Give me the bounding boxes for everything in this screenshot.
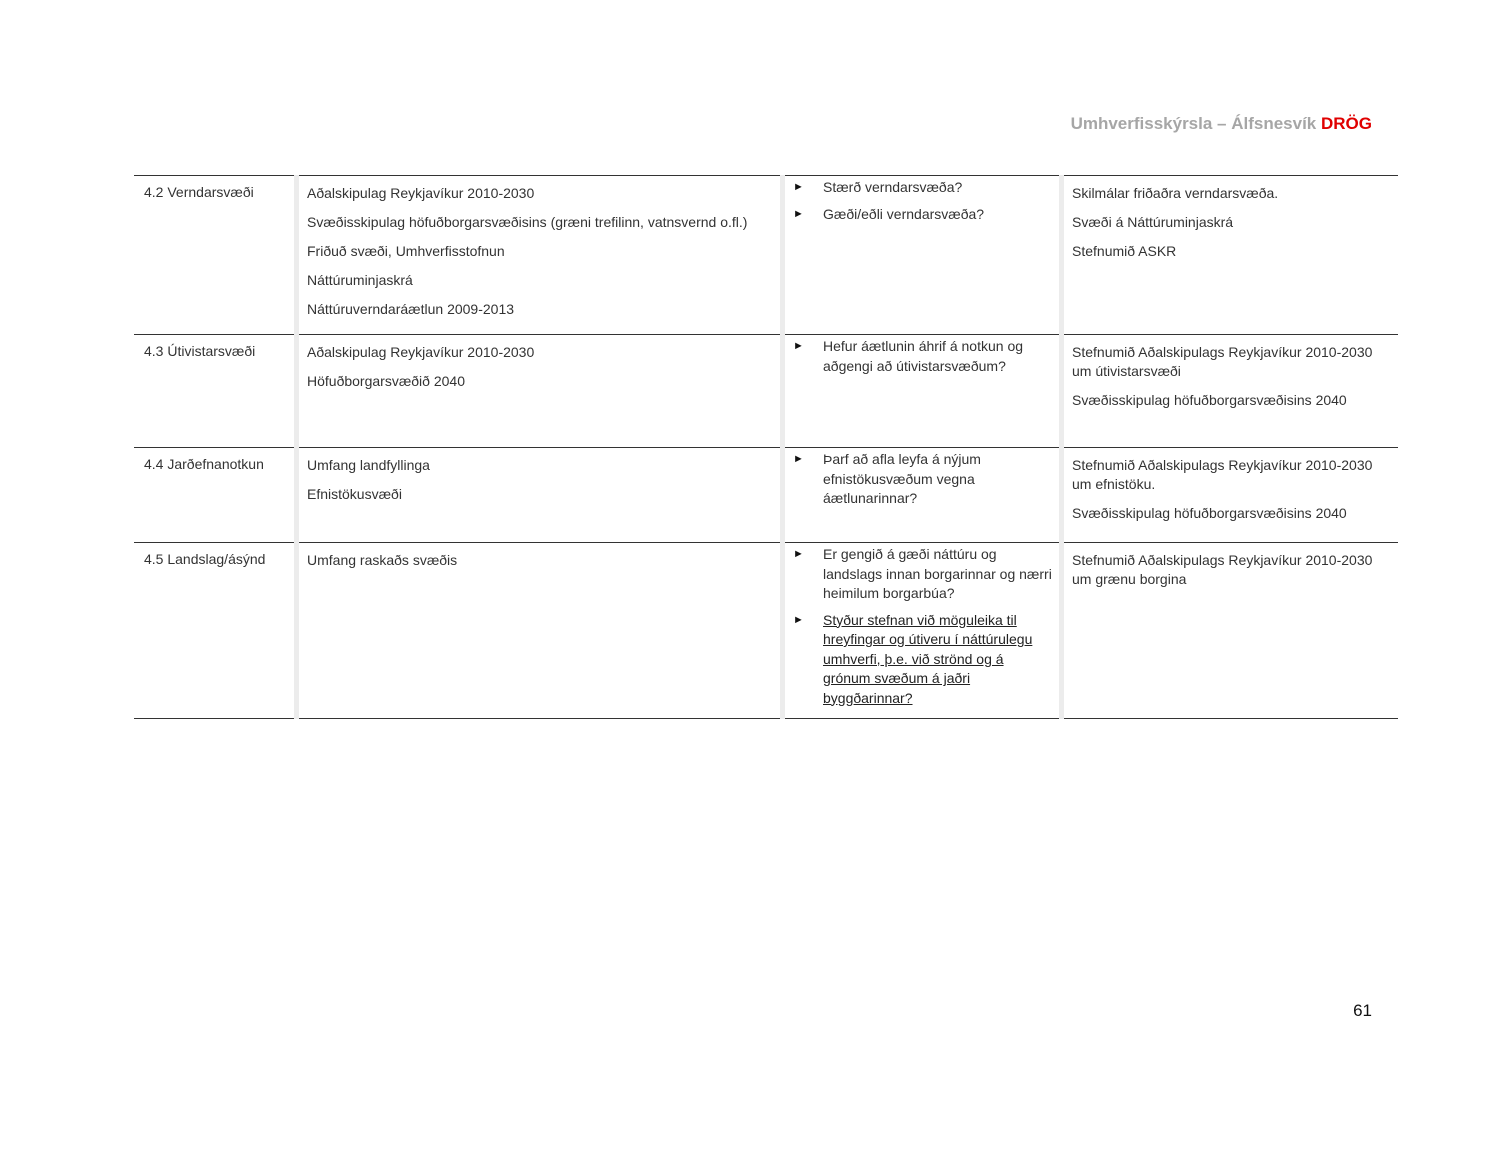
source-item: Náttúruverndaráætlun 2009-2013 <box>307 301 515 317</box>
triangle-bullet-icon: ► <box>793 181 804 193</box>
draft-label: DRÖG <box>1321 114 1372 133</box>
question-text: Þarf að afla leyfa á nýjum efnistökusvæðum vegna áætlunarinnar? <box>823 451 981 506</box>
triangle-bullet-icon: ► <box>793 340 804 352</box>
criteria-cell <box>1062 448 1399 543</box>
table-row <box>134 335 1398 448</box>
source-item: Svæðisskipulag höfuðborgarsvæðisins (græni trefilinn, vatnsvernd o.fl.) <box>307 214 748 230</box>
topic-cell: 4.4 Jarðefnanotkun <box>134 448 297 543</box>
source-item: Höfuðborgarsvæðið 2040 <box>307 373 465 389</box>
table-row <box>134 543 1398 719</box>
sources-cell <box>297 543 783 719</box>
question-item <box>793 450 1053 509</box>
criteria-item: Stefnumið Aðalskipulags Reykjavíkur 2010-2030 um grænu borgina <box>1072 552 1373 587</box>
questions-cell <box>783 543 1062 719</box>
question-text: Er gengið á gæði náttúru og landslags innan borgarinnar og nærri heimilum borgarbúa? <box>823 546 1052 601</box>
question-text: Gæði/eðli verndarsvæða? <box>823 205 985 222</box>
criteria-item: Svæði á Náttúruminjaskrá <box>1072 214 1234 230</box>
question-text-underlined: Styður stefnan við möguleika til hreyfingar og útiveru í náttúrulegu umhverfi, þ.e. við strönd og á grónum svæðum á jaðri byggðarinnar? <box>823 611 1033 706</box>
criteria-cell <box>1062 335 1399 448</box>
triangle-bullet-icon: ► <box>793 548 804 560</box>
source-item: Aðalskipulag Reykjavíkur 2010-2030 <box>307 185 535 201</box>
question-text: Stærð verndarsvæða? <box>823 179 963 195</box>
triangle-bullet-icon: ► <box>793 207 804 220</box>
sources-cell <box>297 176 783 335</box>
source-item: Friðuð svæði, Umhverfisstofnun <box>307 243 505 259</box>
criteria-item: Svæðisskipulag höfuðborgarsvæðisins 2040 <box>1072 392 1347 408</box>
criteria-cell <box>1062 176 1399 335</box>
header-title: Umhverfisskýrsla – Álfsnesvík <box>1070 114 1317 133</box>
question-item <box>793 178 1053 198</box>
question-text: Hefur áætlunin áhrif á notkun og aðgengi að útivistarsvæðum? <box>823 338 1024 374</box>
table-row <box>134 176 1398 335</box>
questions-cell <box>783 176 1062 335</box>
source-item: Aðalskipulag Reykjavíkur 2010-2030 <box>307 344 535 360</box>
question-item <box>793 337 1053 376</box>
questions-cell <box>783 335 1062 448</box>
topic-cell: 4.2 Verndarsvæði <box>134 176 297 335</box>
topic-cell: 4.3 Útivistarsvæði <box>134 335 297 448</box>
source-item: Efnistökusvæði <box>307 486 402 502</box>
sources-cell <box>297 448 783 543</box>
criteria-item: Svæðisskipulag höfuðborgarsvæðisins 2040 <box>1072 505 1347 521</box>
criteria-item: Stefnumið Aðalskipulags Reykjavíkur 2010-2030 um útivistarsvæði <box>1072 344 1373 379</box>
criteria-item: Stefnumið ASKR <box>1072 243 1177 259</box>
criteria-item: Skilmálar friðaðra verndarsvæða. <box>1072 185 1279 201</box>
assessment-table <box>134 175 1398 719</box>
triangle-bullet-icon: ► <box>793 613 804 626</box>
source-item: Umfang landfyllinga <box>307 457 430 473</box>
question-item <box>793 205 1053 225</box>
criteria-item: Stefnumið Aðalskipulags Reykjavíkur 2010-2030 um efnistöku. <box>1072 457 1373 492</box>
triangle-bullet-icon: ► <box>793 453 804 465</box>
running-header <box>1071 114 1372 134</box>
sources-cell <box>297 335 783 448</box>
question-item <box>793 545 1053 604</box>
questions-cell <box>783 448 1062 543</box>
source-item: Náttúruminjaskrá <box>307 272 413 288</box>
question-item <box>793 611 1053 709</box>
criteria-cell <box>1062 543 1399 719</box>
table-row <box>134 448 1398 543</box>
page-number: 61 <box>1353 1001 1372 1020</box>
source-item: Umfang raskaðs svæðis <box>307 552 458 568</box>
topic-cell: 4.5 Landslag/ásýnd <box>134 543 297 719</box>
